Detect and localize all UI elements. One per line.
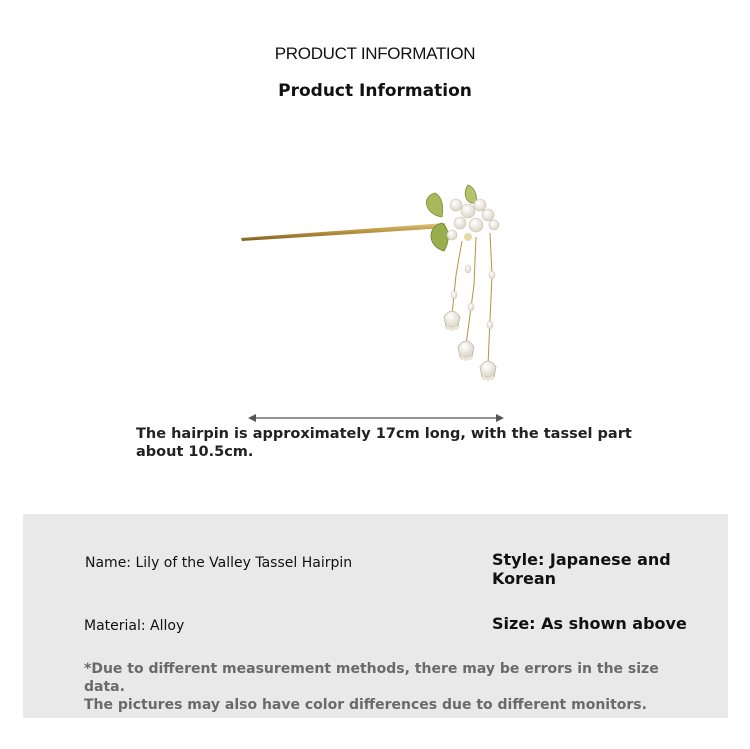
spec-panel [23, 514, 728, 718]
spec-size-value: As shown above [541, 614, 687, 633]
leaf-shape [426, 193, 442, 217]
disclaimer-line: *Due to different measurement methods, there may be errors in the size data. [84, 661, 659, 695]
spec-size [492, 614, 687, 633]
disclaimer [84, 660, 704, 714]
spec-material-value: Alloy [150, 618, 185, 634]
spec-style-value-line1: Japanese and [549, 550, 671, 569]
spec-style-label: Style: [492, 550, 545, 569]
spec-size-label: Size: [492, 614, 536, 633]
page-title: PRODUCT INFORMATION [274, 44, 476, 63]
page-subtitle: Product Information [278, 81, 472, 101]
disclaimer-line: The pictures may also have color differences due to different monitors. [84, 697, 647, 713]
hairpin-product-image [230, 175, 520, 395]
length-measure-arrow [248, 410, 504, 426]
size-caption-line: The hairpin is approximately 17cm long, with the tassel part [136, 426, 632, 442]
leaf-shape [465, 185, 476, 203]
bell-flowers [444, 311, 496, 377]
spec-style-value-line2: Korean [492, 569, 557, 588]
spec-material-label: Material: [84, 618, 146, 634]
spec-name [85, 555, 352, 571]
spec-name-value: Lily of the Valley Tassel Hairpin [135, 555, 353, 571]
size-caption [136, 425, 636, 461]
spec-style [492, 550, 692, 588]
size-caption-line: about 10.5cm. [136, 444, 254, 460]
spec-material [84, 618, 184, 634]
spec-name-label: Name: [85, 555, 132, 571]
hairpin-stick [241, 223, 446, 241]
flower-cluster [447, 199, 499, 241]
